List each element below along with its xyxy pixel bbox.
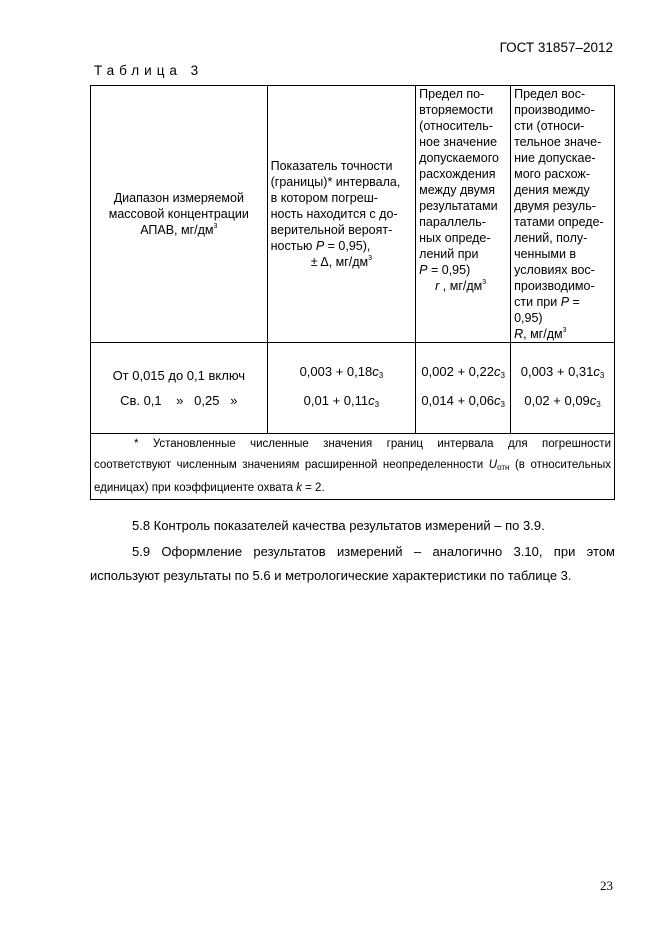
page-number: 23 (600, 878, 613, 893)
paragraph-5-9: 5.9 Оформление результатов измерений – аналогично 3.10, при этом используют результаты по 5.6 и метрологические характеристики по таблице 3. (90, 544, 615, 583)
range-value-2: Св. 0,1 » 0,25 » (120, 393, 238, 408)
accuracy-cell: $0,003 + 0,18c_3$ $0,01 + 0,11c_3$ (267, 343, 416, 434)
repeatability-cell: $0,002 + 0,22c_3$ $0,014 + 0,06c_3$ (416, 343, 511, 434)
paragraph-5-8: 5.8 Контроль показателей качества результатов измерений – по 3.9. (132, 518, 545, 533)
metrology-table (90, 85, 615, 500)
table-footnote-row (91, 434, 615, 500)
header-accuracy: Показатель точности (границы)* интервала, в котором погреш- ность находится с до- верительной вероят- ностью P = 0,95), ± Δ, $мг/дм^3$ (267, 86, 416, 343)
range-cell (91, 343, 268, 434)
header-reproducibility: Предел вос- производимо- сти (относи- тельное значе- ние допускае- мого расхож- дения между двумя резуль- татами опреде- лений, полу- ченными в условиях вос- производимо- сти при P = 0,95) R, $мг/дм^3$ (511, 86, 615, 343)
table-caption: Таблица 3 (94, 63, 204, 78)
table-data-row (91, 343, 615, 434)
table-header-row (91, 86, 615, 343)
table-footnote: * Установленные численные значения границ интервала для погрешности соответствуют численным значениям расширенной неопределенности $U_{отн}$ (в относительных единицах) при коэффициенте охвата k = 2. (91, 434, 615, 500)
reproducibility-cell: $0,003 + 0,31c_3$ $0,02 + 0,09c_3$ (511, 343, 615, 434)
header-repeatability: Предел по- вторяемости (относитель- ное значение допускаемого расхождения между двумя результатами параллель- ных опреде- лений при P = 0,95) r , $мг/дм^3$ (416, 86, 511, 343)
document-code: ГОСТ 31857–2012 (499, 40, 613, 55)
range-value-1: От 0,015 до 0,1 включ (112, 368, 246, 383)
header-range: Диапазон измеряемой массовой концентрации АПАВ, $мг/дм^3$ (91, 86, 268, 343)
